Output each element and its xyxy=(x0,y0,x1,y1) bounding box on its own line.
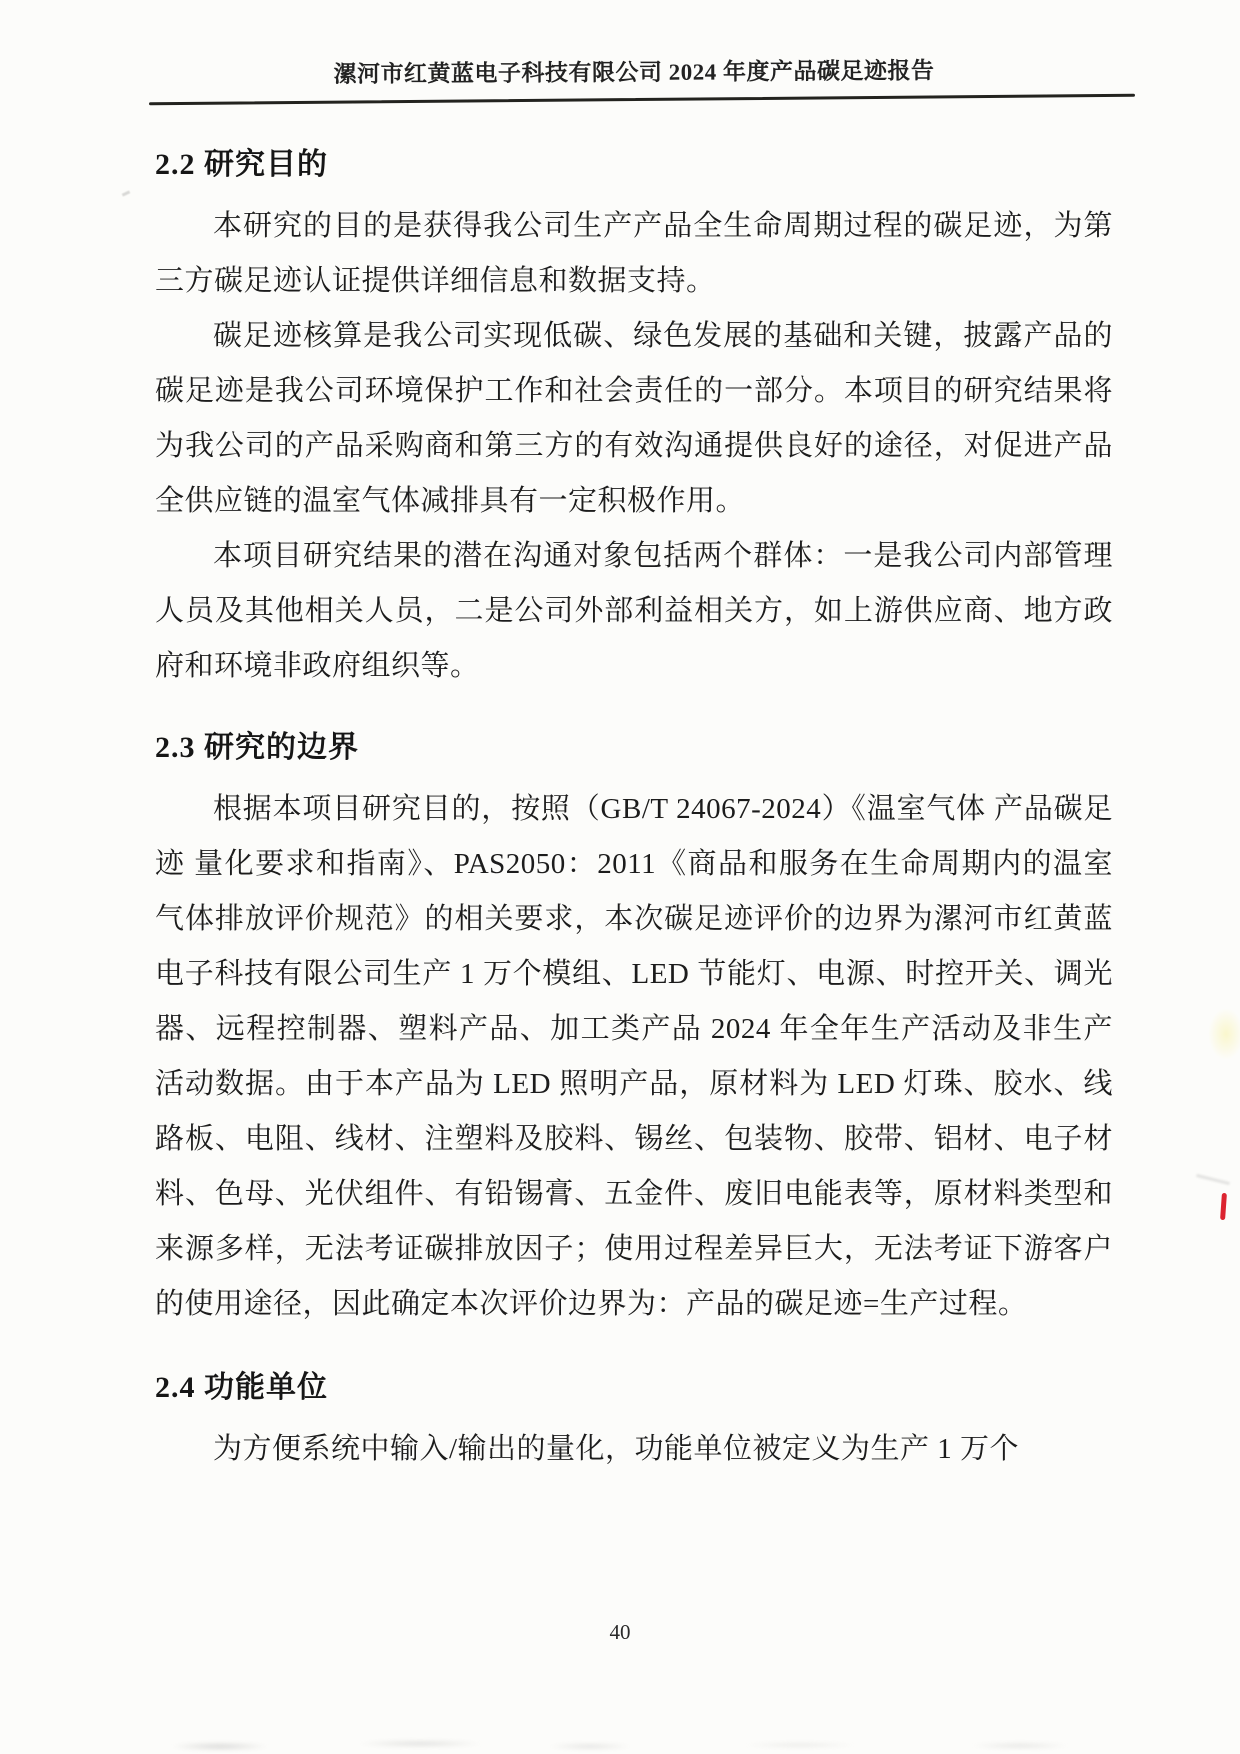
scan-smudge-gray xyxy=(1196,1174,1230,1185)
section-heading-2-3: 2.3 研究的边界 xyxy=(155,731,359,764)
paragraph-purpose-2: 碳足迹核算是我公司实现低碳、绿色发展的基础和关键，披露产品的碳足迹是我公司环境保护工作和社会责任的一部分。本项目的研究结果将为我公司的产品采购商和第三方的有效沟通提供良好的途径，对促进产品全供应链的温室气体减排具有一定积极作用。 xyxy=(155,320,1113,517)
page-footer xyxy=(0,1620,1240,1645)
scan-speckle xyxy=(122,190,131,196)
scan-noise-bottom-edge xyxy=(140,1738,1140,1752)
report-header-title: 漯河市红黄蓝电子科技有限公司 2024 年度产品碳足迹报告 xyxy=(333,58,935,87)
paragraph-boundary: 根据本项目研究目的，按照（GB/T 24067-2024）《温室气体 产品碳足迹 量化要求和指南》、PAS2050：2011《商品和服务在生命周期内的温室气体排放评价规范》的相关要求，本次碳足迹评价的边界为漯河市红黄蓝电子科技有限公司生产 1 万个模组、LED 节能灯、电源、时控开关、调光器、远程控制器、塑料产品、加工类产品 2024 年全年生产活动及非生产活动数据。由于本产品为 LED 照明产品，原材料为 LED 灯珠、胶水、线路板、电阻、线材、注塑料及胶料、锡丝、包装物、胶带、铝材、电子材料、色母、光伏组件、有铅锡膏、五金件、废旧电能表等，原材料类型和来源多样，无法考证碳排放因子；使用过程差异巨大，无法考证下游客户的使用途径，因此确定本次评价边界为：产品的碳足迹=生产过程。 xyxy=(155,793,1113,1320)
paragraph-functional-unit: 为方便系统中输入/输出的量化，功能单位被定义为生产 1 万个 xyxy=(213,1433,1020,1465)
page-content xyxy=(155,0,1113,1477)
red-pen-mark xyxy=(1220,1193,1227,1220)
section-heading-2-2: 2.2 研究目的 xyxy=(155,148,328,181)
header-divider-rule xyxy=(149,94,1135,106)
paragraph-purpose-3: 本项目研究结果的潜在沟通对象包括两个群体：一是我公司内部管理人员及其他相关人员，二是公司外部利益相关方，如上游供应商、地方政府和环境非政府组织等。 xyxy=(155,540,1113,682)
scan-smudge-yellow xyxy=(1208,1008,1240,1060)
page-number: 40 xyxy=(609,1620,631,1644)
paragraph-purpose-1: 本研究的目的是获得我公司生产产品全生命周期过程的碳足迹，为第三方碳足迹认证提供详细信息和数据支持。 xyxy=(155,210,1113,297)
section-heading-2-4: 2.4 功能单位 xyxy=(155,1371,328,1404)
